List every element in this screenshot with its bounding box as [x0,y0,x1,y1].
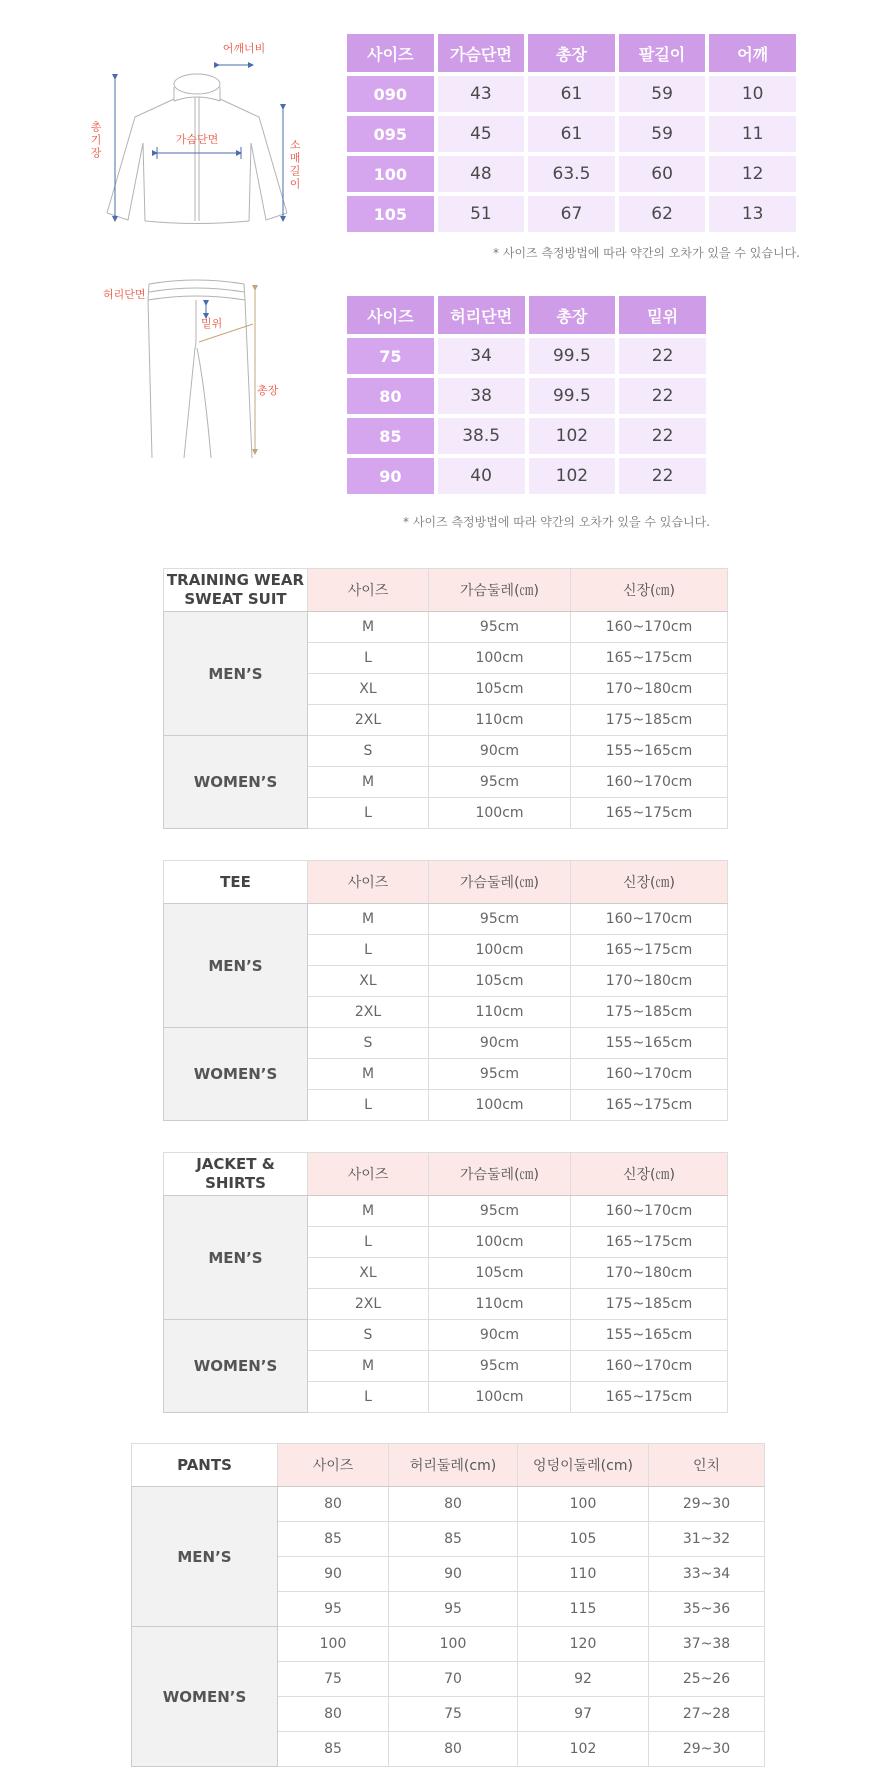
value-cell: 100 [278,1627,389,1662]
value-cell: L [308,1227,429,1258]
value-cell: 75 [278,1662,389,1697]
value-cell: 160~170cm [571,1196,728,1227]
size-cell: 105 [347,196,434,232]
value-cell: 29~30 [649,1732,765,1767]
table-row [347,378,706,414]
value-cell: L [308,935,429,966]
table-row [347,116,796,152]
value-cell: 90cm [429,1320,571,1351]
value-cell: 62 [619,196,706,232]
value-cell: 48 [438,156,525,192]
value-cell: 70 [389,1662,518,1697]
value-cell: 2XL [308,705,429,736]
value-cell: 160~170cm [571,1351,728,1382]
value-cell: 22 [619,458,706,494]
value-cell: 80 [389,1487,518,1522]
value-cell: M [308,1351,429,1382]
column-header: 허리둘레(cm) [389,1444,518,1487]
table-row [164,736,728,767]
value-cell: 60 [619,156,706,192]
value-cell: 95cm [429,1196,571,1227]
pants-total-length-label: 총장 [257,384,279,397]
value-cell: 80 [278,1697,389,1732]
value-cell: 90 [389,1557,518,1592]
value-cell: 160~170cm [571,767,728,798]
table-row [164,1320,728,1351]
table-row [347,338,706,374]
header-row [164,861,728,904]
column-header: 사이즈 [308,861,429,904]
value-cell: 165~175cm [571,798,728,829]
rise-label: 밑위 [201,317,223,330]
header-row [132,1444,765,1487]
value-cell: 22 [619,338,706,374]
value-cell: 155~165cm [571,736,728,767]
table-row [164,1196,728,1227]
value-cell: 38 [438,378,525,414]
value-cell: 97 [518,1697,649,1732]
group-label: MEN’S [164,1196,308,1320]
value-cell: 175~185cm [571,705,728,736]
value-cell: 34 [438,338,525,374]
value-cell: 100cm [429,643,571,674]
value-cell: L [308,1090,429,1121]
table-row [347,196,796,232]
column-header: 사이즈 [308,569,429,612]
value-cell: 95 [389,1592,518,1627]
table-row [164,612,728,643]
value-cell: 2XL [308,1289,429,1320]
value-cell: 90cm [429,736,571,767]
value-cell: 105cm [429,674,571,705]
value-cell: 61 [528,116,615,152]
group-label: MEN’S [164,904,308,1028]
value-cell: 25~26 [649,1662,765,1697]
value-cell: 165~175cm [571,643,728,674]
size-cell: 85 [347,418,434,454]
value-cell: 85 [278,1732,389,1767]
group-label: WOMEN’S [164,1320,308,1413]
pants-size-table [343,292,710,498]
value-cell: 85 [389,1522,518,1557]
value-cell: S [308,1320,429,1351]
value-cell: 115 [518,1592,649,1627]
size-cell: 75 [347,338,434,374]
header-row [347,296,706,334]
value-cell: 100cm [429,1090,571,1121]
value-cell: 175~185cm [571,997,728,1028]
value-cell: XL [308,966,429,997]
value-cell: M [308,612,429,643]
value-cell: 75 [389,1697,518,1732]
value-cell: 31~32 [649,1522,765,1557]
value-cell: L [308,798,429,829]
value-cell: 110 [518,1557,649,1592]
value-cell: 37~38 [649,1627,765,1662]
column-header: 팔길이 [619,34,706,72]
value-cell: 38.5 [438,418,525,454]
value-cell: M [308,1059,429,1090]
tee-table [163,860,728,1121]
value-cell: 100cm [429,1227,571,1258]
value-cell: 40 [438,458,525,494]
value-cell: 95cm [429,904,571,935]
column-header: 어깨 [709,34,796,72]
size-cell: 100 [347,156,434,192]
jacket-size-note: * 사이즈 측정방법에 따라 약간의 오차가 있을 수 있습니다. [493,246,800,260]
value-cell: 92 [518,1662,649,1697]
table-row [132,1487,765,1522]
group-label: WOMEN’S [164,1028,308,1121]
column-header: 밑위 [619,296,706,334]
column-header: 사이즈 [347,34,434,72]
column-header: 총장 [529,296,616,334]
table-row [164,904,728,935]
value-cell: 27~28 [649,1697,765,1732]
value-cell: 102 [529,458,616,494]
sleeve-length-label: 소매길이 [288,139,302,191]
pants-diagram [85,258,300,463]
value-cell: L [308,643,429,674]
value-cell: 105cm [429,1258,571,1289]
size-cell: 90 [347,458,434,494]
value-cell: 99.5 [529,378,616,414]
value-cell: 110cm [429,1289,571,1320]
value-cell: 45 [438,116,525,152]
value-cell: 170~180cm [571,674,728,705]
value-cell: 67 [528,196,615,232]
value-cell: 80 [389,1732,518,1767]
value-cell: 22 [619,378,706,414]
value-cell: 100cm [429,798,571,829]
pants-inch-table [131,1443,765,1767]
value-cell: M [308,767,429,798]
value-cell: 165~175cm [571,935,728,966]
value-cell: 99.5 [529,338,616,374]
value-cell: 12 [709,156,796,192]
value-cell: 95cm [429,1059,571,1090]
value-cell: 102 [529,418,616,454]
value-cell: 33~34 [649,1557,765,1592]
chest-width-label: 가슴단면 [175,133,219,146]
value-cell: 43 [438,76,525,112]
table-row [132,1627,765,1662]
training-wear-table [163,568,728,829]
value-cell: 170~180cm [571,966,728,997]
value-cell: 165~175cm [571,1090,728,1121]
column-header: 사이즈 [308,1153,429,1196]
column-header: 가슴둘레(㎝) [429,1153,571,1196]
value-cell: 85 [278,1522,389,1557]
value-cell: 61 [528,76,615,112]
value-cell: XL [308,674,429,705]
value-cell: XL [308,1258,429,1289]
value-cell: 63.5 [528,156,615,192]
value-cell: M [308,904,429,935]
column-header: 가슴둘레(㎝) [429,569,571,612]
value-cell: 160~170cm [571,612,728,643]
value-cell: 95cm [429,612,571,643]
column-header: 사이즈 [347,296,434,334]
column-header: 신장(㎝) [571,1153,728,1196]
jacket-shirts-table [163,1152,728,1413]
jacket-size-table [343,30,800,236]
column-header: 사이즈 [278,1444,389,1487]
value-cell: 51 [438,196,525,232]
value-cell: 100 [518,1487,649,1522]
table-row [164,1028,728,1059]
column-header: 엉덩이둘레(cm) [518,1444,649,1487]
value-cell: 102 [518,1732,649,1767]
value-cell: 160~170cm [571,904,728,935]
value-cell: 35~36 [649,1592,765,1627]
value-cell: M [308,1196,429,1227]
value-cell: 80 [278,1487,389,1522]
value-cell: 120 [518,1627,649,1662]
size-cell: 090 [347,76,434,112]
table-title: JACKET & SHIRTS [164,1153,308,1196]
group-label: WOMEN’S [132,1627,278,1767]
group-label: WOMEN’S [164,736,308,829]
size-cell: 095 [347,116,434,152]
value-cell: 110cm [429,705,571,736]
value-cell: S [308,1028,429,1059]
header-row [347,34,796,72]
value-cell: L [308,1382,429,1413]
column-header: 허리단면 [438,296,525,334]
value-cell: 100 [389,1627,518,1662]
total-length-label: 총기장 [89,121,103,160]
value-cell: 175~185cm [571,1289,728,1320]
value-cell: 10 [709,76,796,112]
value-cell: 59 [619,76,706,112]
value-cell: 110cm [429,997,571,1028]
group-label: MEN’S [132,1487,278,1627]
table-row [347,458,706,494]
value-cell: 165~175cm [571,1382,728,1413]
value-cell: 155~165cm [571,1028,728,1059]
value-cell: 155~165cm [571,1320,728,1351]
column-header: 가슴둘레(㎝) [429,861,571,904]
header-row [164,569,728,612]
value-cell: 100cm [429,1382,571,1413]
jacket-diagram [85,35,300,230]
value-cell: 160~170cm [571,1059,728,1090]
value-cell: 13 [709,196,796,232]
group-label: MEN’S [164,612,308,736]
value-cell: 59 [619,116,706,152]
column-header: 신장(㎝) [571,569,728,612]
value-cell: 22 [619,418,706,454]
value-cell: 29~30 [649,1487,765,1522]
table-row [347,156,796,192]
value-cell: 95 [278,1592,389,1627]
waist-width-label: 허리단면 [103,288,146,301]
value-cell: 95cm [429,767,571,798]
value-cell: 2XL [308,997,429,1028]
value-cell: 165~175cm [571,1227,728,1258]
value-cell: 90 [278,1557,389,1592]
column-header: 인치 [649,1444,765,1487]
value-cell: 105cm [429,966,571,997]
table-title: TEE [164,861,308,904]
value-cell: 90cm [429,1028,571,1059]
value-cell: 95cm [429,1351,571,1382]
table-title: PANTS [132,1444,278,1487]
value-cell: 11 [709,116,796,152]
column-header: 총장 [528,34,615,72]
table-row [347,418,706,454]
value-cell: S [308,736,429,767]
value-cell: 105 [518,1522,649,1557]
shoulder-width-label: 어깨너비 [222,42,266,55]
table-title: TRAINING WEAR SWEAT SUIT [164,569,308,612]
column-header: 신장(㎝) [571,861,728,904]
pants-size-note: * 사이즈 측정방법에 따라 약간의 오차가 있을 수 있습니다. [403,515,710,529]
size-cell: 80 [347,378,434,414]
column-header: 가슴단면 [438,34,525,72]
header-row [164,1153,728,1196]
value-cell: 100cm [429,935,571,966]
table-row [347,76,796,112]
value-cell: 170~180cm [571,1258,728,1289]
